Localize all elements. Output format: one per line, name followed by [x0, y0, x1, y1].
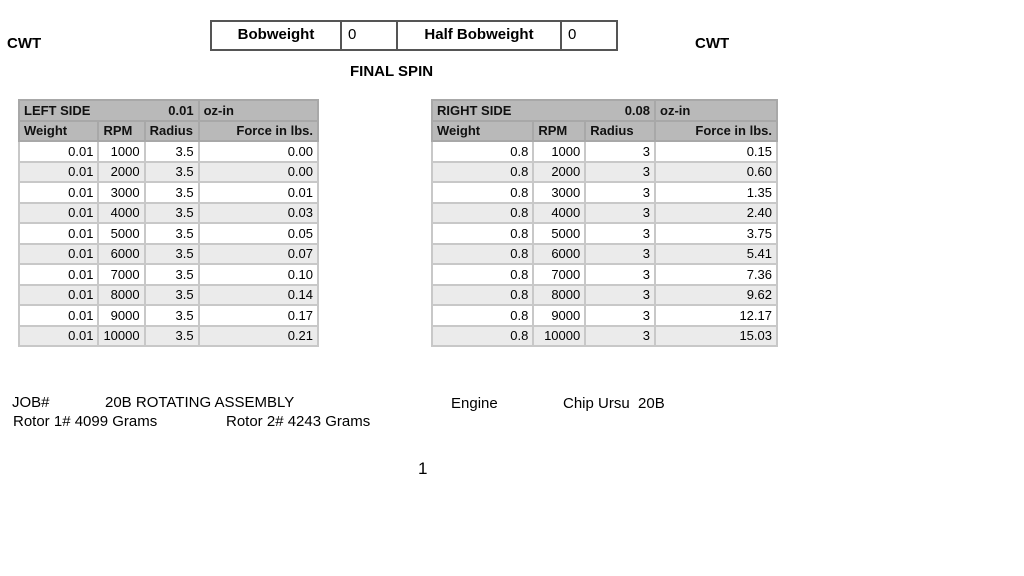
- right-col-force: Force in lbs.: [655, 121, 777, 142]
- right-rpm-cell: 10000: [533, 326, 585, 347]
- right-table-row: [432, 203, 777, 224]
- right-rpm-cell: 1000: [533, 141, 585, 162]
- right-table-row: [432, 162, 777, 183]
- left-side-header-row: [19, 121, 318, 142]
- left-weight-cell: 0.01: [19, 182, 98, 203]
- left-rpm-cell: 2000: [98, 162, 144, 183]
- right-rpm-cell: 6000: [533, 244, 585, 265]
- right-weight-cell: 0.8: [432, 326, 533, 347]
- left-radius-cell: 3.5: [145, 326, 199, 347]
- left-rpm-cell: 4000: [98, 203, 144, 224]
- right-force-cell: 0.15: [655, 141, 777, 162]
- left-side-value: 0.01: [168, 102, 194, 118]
- right-force-cell: 9.62: [655, 285, 777, 306]
- right-rpm-cell: 5000: [533, 223, 585, 244]
- left-weight-cell: 0.01: [19, 244, 98, 265]
- left-force-cell: 0.03: [199, 203, 318, 224]
- right-table-row: [432, 305, 777, 326]
- left-force-cell: 0.05: [199, 223, 318, 244]
- left-table-row: [19, 182, 318, 203]
- left-force-cell: 0.01: [199, 182, 318, 203]
- right-force-cell: 1.35: [655, 182, 777, 203]
- left-rpm-cell: 3000: [98, 182, 144, 203]
- right-weight-cell: 0.8: [432, 305, 533, 326]
- left-rpm-cell: 1000: [98, 141, 144, 162]
- job-label: JOB#: [12, 394, 50, 411]
- right-rpm-cell: 3000: [533, 182, 585, 203]
- left-side-title: [19, 100, 199, 121]
- bobweight-label: Bobweight: [211, 21, 341, 50]
- left-col-force: Force in lbs.: [199, 121, 318, 142]
- right-radius-cell: 3: [585, 162, 655, 183]
- right-side-table: [431, 99, 778, 347]
- left-side-table: [18, 99, 319, 347]
- left-force-cell: 0.21: [199, 326, 318, 347]
- right-table-row: [432, 141, 777, 162]
- engine-value: Chip Ursu 20B: [563, 395, 665, 412]
- final-spin-title: FINAL SPIN: [350, 63, 434, 80]
- left-rpm-cell: 6000: [98, 244, 144, 265]
- right-force-cell: 7.36: [655, 264, 777, 285]
- right-weight-cell: 0.8: [432, 223, 533, 244]
- right-table-row: [432, 182, 777, 203]
- right-rpm-cell: 8000: [533, 285, 585, 306]
- right-table-row: [432, 326, 777, 347]
- right-radius-cell: 3: [585, 244, 655, 265]
- left-weight-cell: 0.01: [19, 264, 98, 285]
- left-table-row: [19, 326, 318, 347]
- cwt-left-label: CWT: [7, 35, 42, 52]
- left-rpm-cell: 7000: [98, 264, 144, 285]
- right-table-row: [432, 264, 777, 285]
- cwt-right-label: CWT: [695, 35, 730, 52]
- left-radius-cell: 3.5: [145, 305, 199, 326]
- left-radius-cell: 3.5: [145, 162, 199, 183]
- right-weight-cell: 0.8: [432, 182, 533, 203]
- left-rpm-cell: 8000: [98, 285, 144, 306]
- rotor1-weight: Rotor 1# 4099 Grams: [13, 413, 158, 430]
- left-weight-cell: 0.01: [19, 305, 98, 326]
- right-col-radius: Radius: [585, 121, 655, 142]
- left-col-radius: Radius: [145, 121, 199, 142]
- left-weight-cell: 0.01: [19, 203, 98, 224]
- right-radius-cell: 3: [585, 305, 655, 326]
- left-table-row: [19, 223, 318, 244]
- left-table-row: [19, 244, 318, 265]
- left-weight-cell: 0.01: [19, 223, 98, 244]
- left-force-cell: 0.10: [199, 264, 318, 285]
- left-table-row: [19, 162, 318, 183]
- left-radius-cell: 3.5: [145, 223, 199, 244]
- right-rpm-cell: 7000: [533, 264, 585, 285]
- bobweight-box: [210, 20, 618, 51]
- right-radius-cell: 3: [585, 141, 655, 162]
- left-radius-cell: 3.5: [145, 264, 199, 285]
- left-col-rpm: RPM: [98, 121, 144, 142]
- left-side-title-row: [19, 100, 318, 121]
- right-force-cell: 0.60: [655, 162, 777, 183]
- right-radius-cell: 3: [585, 203, 655, 224]
- left-table-row: [19, 285, 318, 306]
- right-radius-cell: 3: [585, 264, 655, 285]
- right-force-cell: 12.17: [655, 305, 777, 326]
- right-table-row: [432, 223, 777, 244]
- left-side-unit: oz-in: [199, 100, 318, 121]
- rotor2-weight: Rotor 2# 4243 Grams: [226, 413, 371, 430]
- right-weight-cell: 0.8: [432, 264, 533, 285]
- right-force-cell: 5.41: [655, 244, 777, 265]
- half-bobweight-value: 0: [561, 21, 617, 50]
- right-rpm-cell: 9000: [533, 305, 585, 326]
- left-force-cell: 0.17: [199, 305, 318, 326]
- left-force-cell: 0.07: [199, 244, 318, 265]
- right-radius-cell: 3: [585, 326, 655, 347]
- left-radius-cell: 3.5: [145, 285, 199, 306]
- right-weight-cell: 0.8: [432, 203, 533, 224]
- right-weight-cell: 0.8: [432, 244, 533, 265]
- left-weight-cell: 0.01: [19, 162, 98, 183]
- left-radius-cell: 3.5: [145, 203, 199, 224]
- left-weight-cell: 0.01: [19, 326, 98, 347]
- right-side-title-text: RIGHT SIDE: [437, 102, 512, 118]
- left-radius-cell: 3.5: [145, 141, 199, 162]
- right-weight-cell: 0.8: [432, 162, 533, 183]
- engine-label: Engine: [451, 395, 498, 412]
- bobweight-value: 0: [341, 21, 397, 50]
- right-col-rpm: RPM: [533, 121, 585, 142]
- half-bobweight-label: Half Bobweight: [397, 21, 561, 50]
- left-rpm-cell: 9000: [98, 305, 144, 326]
- left-table-row: [19, 305, 318, 326]
- right-rpm-cell: 2000: [533, 162, 585, 183]
- right-table-row: [432, 285, 777, 306]
- right-radius-cell: 3: [585, 223, 655, 244]
- left-table-row: [19, 203, 318, 224]
- left-radius-cell: 3.5: [145, 182, 199, 203]
- right-side-header-row: [432, 121, 777, 142]
- left-table-row: [19, 141, 318, 162]
- right-force-cell: 3.75: [655, 223, 777, 244]
- right-radius-cell: 3: [585, 182, 655, 203]
- right-force-cell: 15.03: [655, 326, 777, 347]
- right-table-row: [432, 244, 777, 265]
- left-weight-cell: 0.01: [19, 285, 98, 306]
- left-side-title-text: LEFT SIDE: [24, 102, 91, 118]
- left-force-cell: 0.14: [199, 285, 318, 306]
- page-number: 1: [418, 459, 428, 478]
- left-force-cell: 0.00: [199, 162, 318, 183]
- right-side-title-row: [432, 100, 777, 121]
- right-side-value: 0.08: [624, 102, 650, 118]
- left-weight-cell: 0.01: [19, 141, 98, 162]
- right-side-title: [432, 100, 655, 121]
- left-table-row: [19, 264, 318, 285]
- left-rpm-cell: 5000: [98, 223, 144, 244]
- left-col-weight: Weight: [19, 121, 98, 142]
- right-radius-cell: 3: [585, 285, 655, 306]
- left-force-cell: 0.00: [199, 141, 318, 162]
- right-force-cell: 2.40: [655, 203, 777, 224]
- right-side-unit: oz-in: [655, 100, 777, 121]
- left-radius-cell: 3.5: [145, 244, 199, 265]
- right-weight-cell: 0.8: [432, 141, 533, 162]
- job-value: 20B ROTATING ASSEMBLY: [105, 394, 295, 411]
- right-weight-cell: 0.8: [432, 285, 533, 306]
- right-col-weight: Weight: [432, 121, 533, 142]
- left-rpm-cell: 10000: [98, 326, 144, 347]
- right-rpm-cell: 4000: [533, 203, 585, 224]
